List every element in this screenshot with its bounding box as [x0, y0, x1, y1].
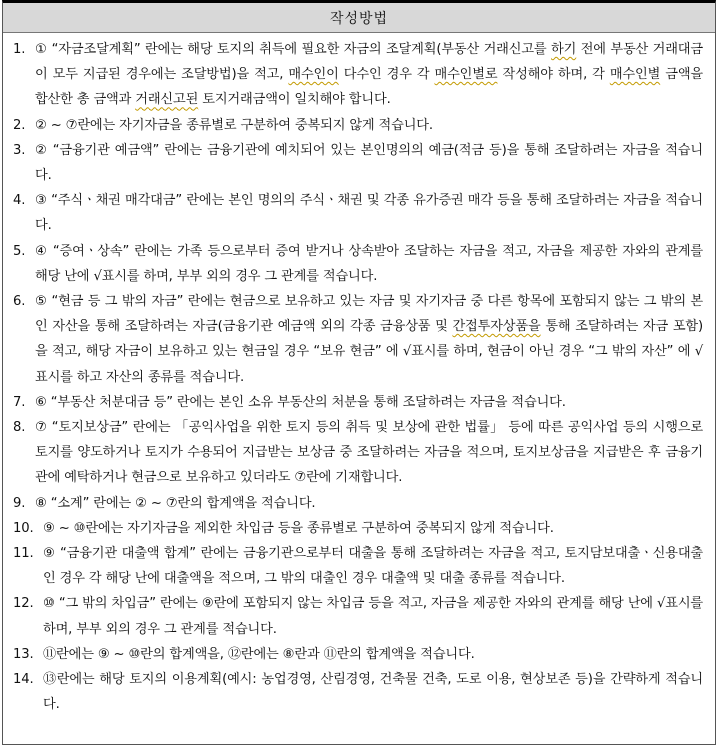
spellcheck-underlined-word: 거래신고된	[135, 92, 199, 108]
item-text	[43, 541, 703, 591]
instruction-item	[13, 541, 703, 591]
instruction-item	[13, 289, 703, 390]
item-number: 5.	[13, 243, 26, 259]
instruction-item	[13, 113, 703, 138]
item-number: 10.	[13, 520, 34, 536]
instruction-item	[13, 239, 703, 289]
spellcheck-underlined-word: 매수인별로	[434, 67, 498, 83]
text-run: ⑨ “금융기관 대출액 합계” 란에는 금융기관으로부터 대출을 통해 조달하려는 자금을 적고, 토지담보대출ㆍ신용대출인 경우 각 해당 난에 대출액을 적으며, 그 밖의 대출인 경우 대출액 및 대출 종류를 적습니다.	[43, 546, 703, 587]
text-run: ⑨ ~ ⑩란에는 자기자금을 제외한 차입금 등을 종류별로 구분하여 중복되지 않게 적습니다.	[43, 520, 554, 536]
item-number: 13.	[13, 646, 34, 662]
text-run: ⑧ “소계” 란에는 ② ~ ⑦란의 합계액을 적습니다.	[35, 495, 316, 511]
item-text	[35, 138, 703, 188]
instruction-item	[13, 138, 703, 188]
text-run: 전에 부동산 거래대금이 모두 지급된 경우에는 조달방법)을 적고,	[35, 42, 703, 83]
text-run: ⑦ “토지보상금” 란에는 「공익사업을 위한 토지 등의 취득 및 보상에 관한 법률」 등에 따른 공익사업 등의 시행으로 토지를 양도하거나 토지가 수용되어 지급받는 보상금 중 조달하려는 자금을 적으며, 토지보상금을 지급받은 후 금융기관에 예탁하거나 현금으로 보유하고 있더라도 ⑦란에 기재합니다.	[35, 420, 703, 486]
text-run: 다수인 경우 각	[338, 67, 435, 83]
text-run: ⑥ “부동산 처분대금 등” 란에는 본인 소유 부동산의 처분을 통해 조달하려는 자금을 적습니다.	[35, 394, 566, 410]
section-title: 작성방법	[329, 10, 389, 27]
instruction-item	[13, 390, 703, 415]
text-run: ④ “증여ㆍ상속” 란에는 가족 등으로부터 증여 받거나 상속받아 조달하는 자금을 적고, 자금을 제공한 자와의 관계를 해당 난에 √표시를 하며, 부부 외의 경우 그 관계를 적습니다.	[35, 243, 703, 284]
spellcheck-underlined-word: 하기	[551, 42, 577, 57]
instruction-item	[13, 642, 703, 667]
instruction-item	[13, 188, 703, 238]
item-number: 11.	[13, 546, 34, 562]
item-number: 6.	[13, 294, 26, 310]
text-run: 작성해야 하며, 각	[497, 67, 610, 83]
instruction-item	[13, 667, 703, 717]
text-run: ③ “주식ㆍ채권 매각대금” 란에는 본인 명의의 주식ㆍ채권 및 각종 유가증권 매각 등을 통해 조달하려는 자금을 적습니다.	[35, 193, 703, 234]
instruction-item	[13, 491, 703, 516]
text-run: ⑬란에는 해당 토지의 이용계획(예시: 농업경영, 산림경영, 건축물 건축, 도로 이용, 현상보존 등)을 간략하게 적습니다.	[43, 672, 703, 713]
item-number: 1.	[13, 42, 26, 57]
instruction-item	[13, 37, 703, 113]
instruction-item	[13, 415, 703, 491]
item-text	[43, 516, 703, 541]
item-text	[35, 113, 703, 138]
text-run: ① “자금조달계획” 란에는 해당 토지의 취득에 필요한 자금의 조달계획(부동산 거래신고를	[35, 42, 552, 57]
text-run: ② ~ ⑦란에는 자기자금을 종류별로 구분하여 중복되지 않게 적습니다.	[35, 117, 433, 133]
item-text	[35, 188, 703, 238]
instruction-item	[13, 516, 703, 541]
spellcheck-underlined-word: 매수인별	[609, 67, 661, 83]
item-text	[35, 390, 703, 415]
item-text	[35, 239, 703, 289]
instruction-list	[3, 33, 715, 717]
item-text	[35, 289, 703, 390]
spellcheck-underlined-word: 매수인이	[288, 67, 339, 83]
item-number: 9.	[13, 495, 26, 511]
item-text	[35, 491, 703, 516]
item-number: 4.	[13, 193, 26, 209]
item-number: 8.	[13, 420, 26, 436]
item-number: 3.	[13, 142, 26, 158]
text-run: ⑩ “그 밖의 차입금” 란에는 ⑨란에 포함되지 않는 차입금 등을 적고, 자금을 제공한 자와의 관계를 해당 난에 √표시를 하며, 부부 외의 경우 그 관계를 적습니다.	[43, 596, 703, 637]
item-text	[35, 415, 703, 491]
text-run: ② “금융기관 예금액” 란에는 금융기관에 예치되어 있는 본인명의의 예금(적금 등)을 통해 조달하려는 자금을 적습니다.	[35, 142, 703, 184]
instructions-table	[2, 0, 716, 745]
item-text	[35, 37, 703, 113]
item-number: 12.	[13, 596, 34, 612]
table-header	[3, 3, 715, 33]
instruction-item	[13, 591, 703, 641]
text-run: 통해 조달하려는 자금 포함)을 적고, 해당 자금이 보유하고 있는 현금일 경우 “보유 현금” 에 √표시를 하며, 현금이 아닌 경우 “그 밖의 자산” 에 √표시를 하고 자산의 종류를 적습니다.	[35, 319, 703, 385]
item-text	[43, 642, 703, 667]
item-number: 2.	[13, 117, 26, 133]
item-number: 7.	[13, 394, 26, 410]
text-run: 토지거래금액이 일치해야 합니다.	[198, 92, 391, 108]
item-number: 14.	[13, 672, 34, 688]
item-text	[43, 667, 703, 717]
spellcheck-underlined-word: 간접투자상품을	[452, 319, 541, 335]
item-text	[43, 591, 703, 641]
text-run: 금액을 합산한 총 금액과	[35, 67, 703, 108]
text-run: ⑪란에는 ⑨ ~ ⑩란의 합계액을, ⑫란에는 ⑧란과 ⑪란의 합계액을 적습니다.	[43, 646, 475, 662]
text-run: ⑤ “현금 등 그 밖의 자금” 란에는 현금으로 보유하고 있는 자금 및 자기자금 중 다른 항목에 포함되지 않는 그 밖의 본인 자산을 통해 조달하려는 자금(금융기관 예금액 외의 각종 금융상품 및	[35, 294, 703, 335]
